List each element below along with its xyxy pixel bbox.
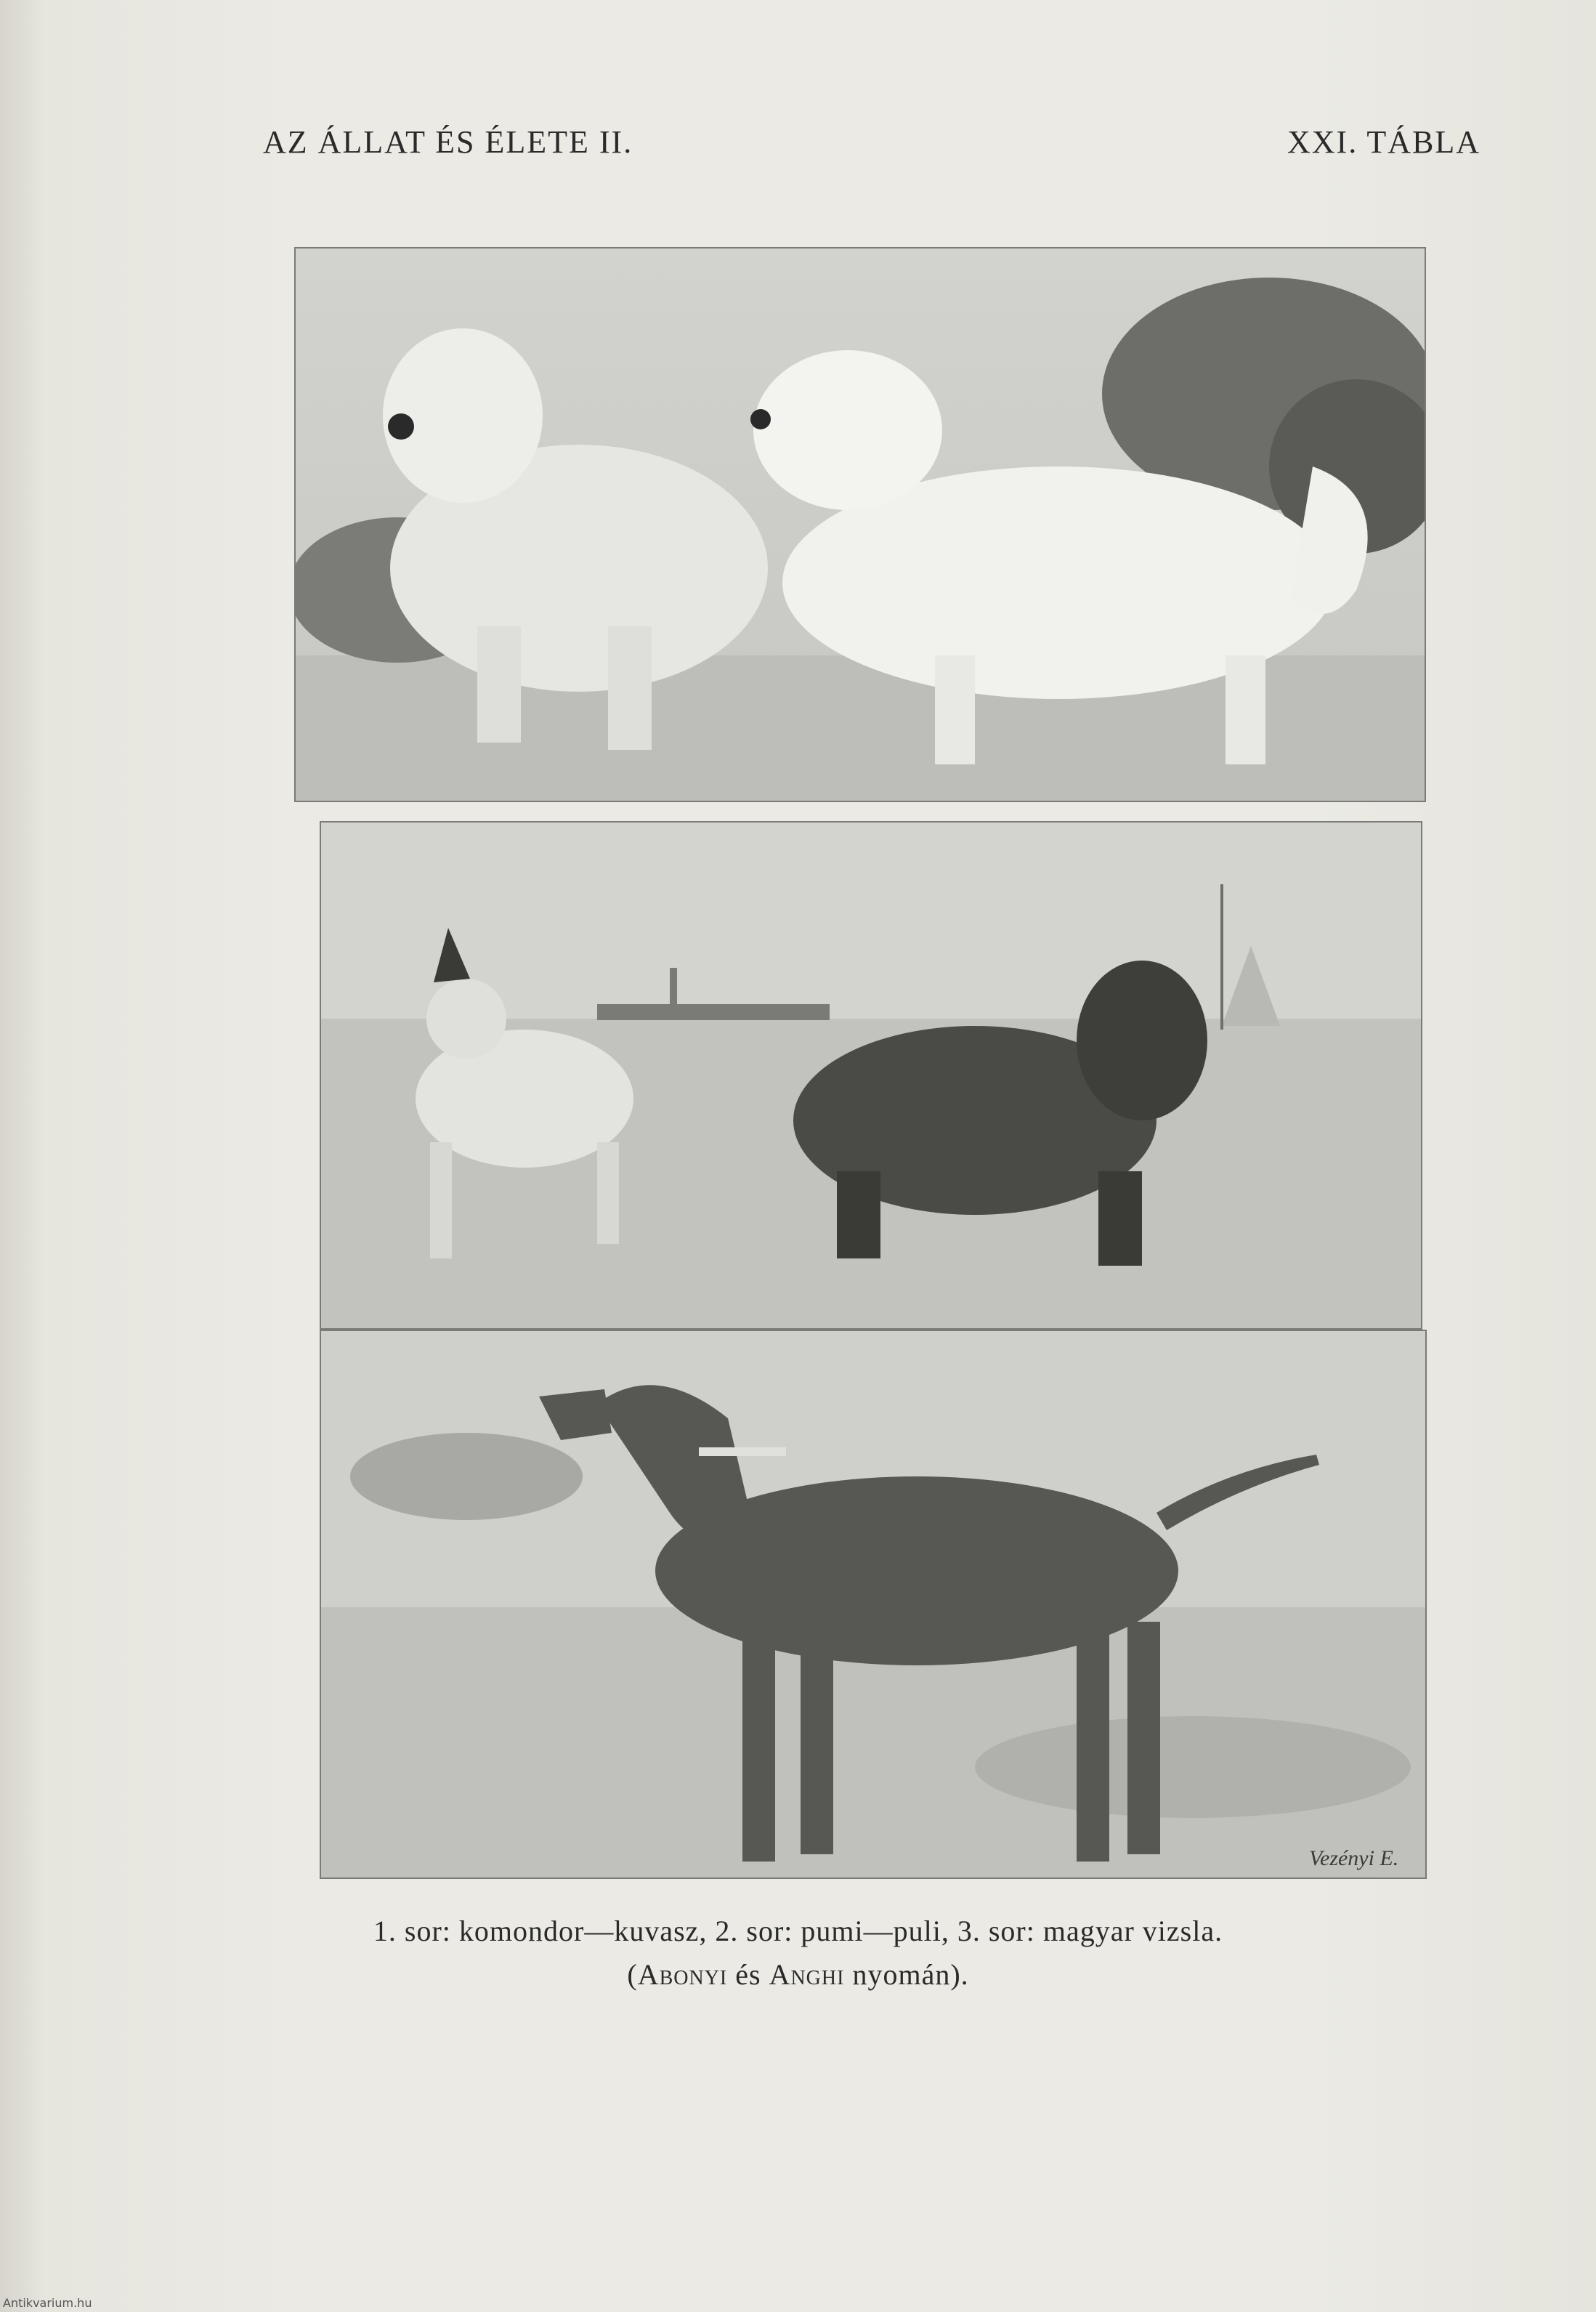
book-title: AZ ÁLLAT ÉS ÉLETE II.: [263, 124, 633, 160]
grass-tuft: [350, 1433, 583, 1520]
illustration-pumi-puli: [321, 822, 1421, 1328]
caption-line-2: [0, 1957, 1596, 1992]
plate-number: XXI. TÁBLA: [1287, 124, 1481, 160]
edge-watermark: Antikvarium.hu: [3, 2296, 92, 2310]
plate-magyar-vizsla: [320, 1330, 1427, 1879]
illustration-magyar-vizsla: [321, 1331, 1425, 1878]
caption-and: és: [727, 1958, 769, 1991]
plate-komondor-kuvasz: [294, 247, 1426, 802]
caption-line-1: 1. sor: komondor—kuvasz, 2. sor: pumi—puli, 3. sor: magyar vizsla.: [373, 1915, 1223, 1947]
caption-open-paren: (: [627, 1958, 638, 1991]
collar-shape: [699, 1447, 786, 1456]
caption-author-2: Anghi: [769, 1958, 845, 1991]
caption-author-1: Abonyi: [637, 1958, 728, 1991]
illustration-komondor-kuvasz: [296, 248, 1425, 801]
plate-pumi-puli: [320, 821, 1422, 1330]
caption-suffix: nyomán).: [844, 1958, 969, 1991]
artist-signature: Vezényi E.: [1309, 1846, 1399, 1870]
